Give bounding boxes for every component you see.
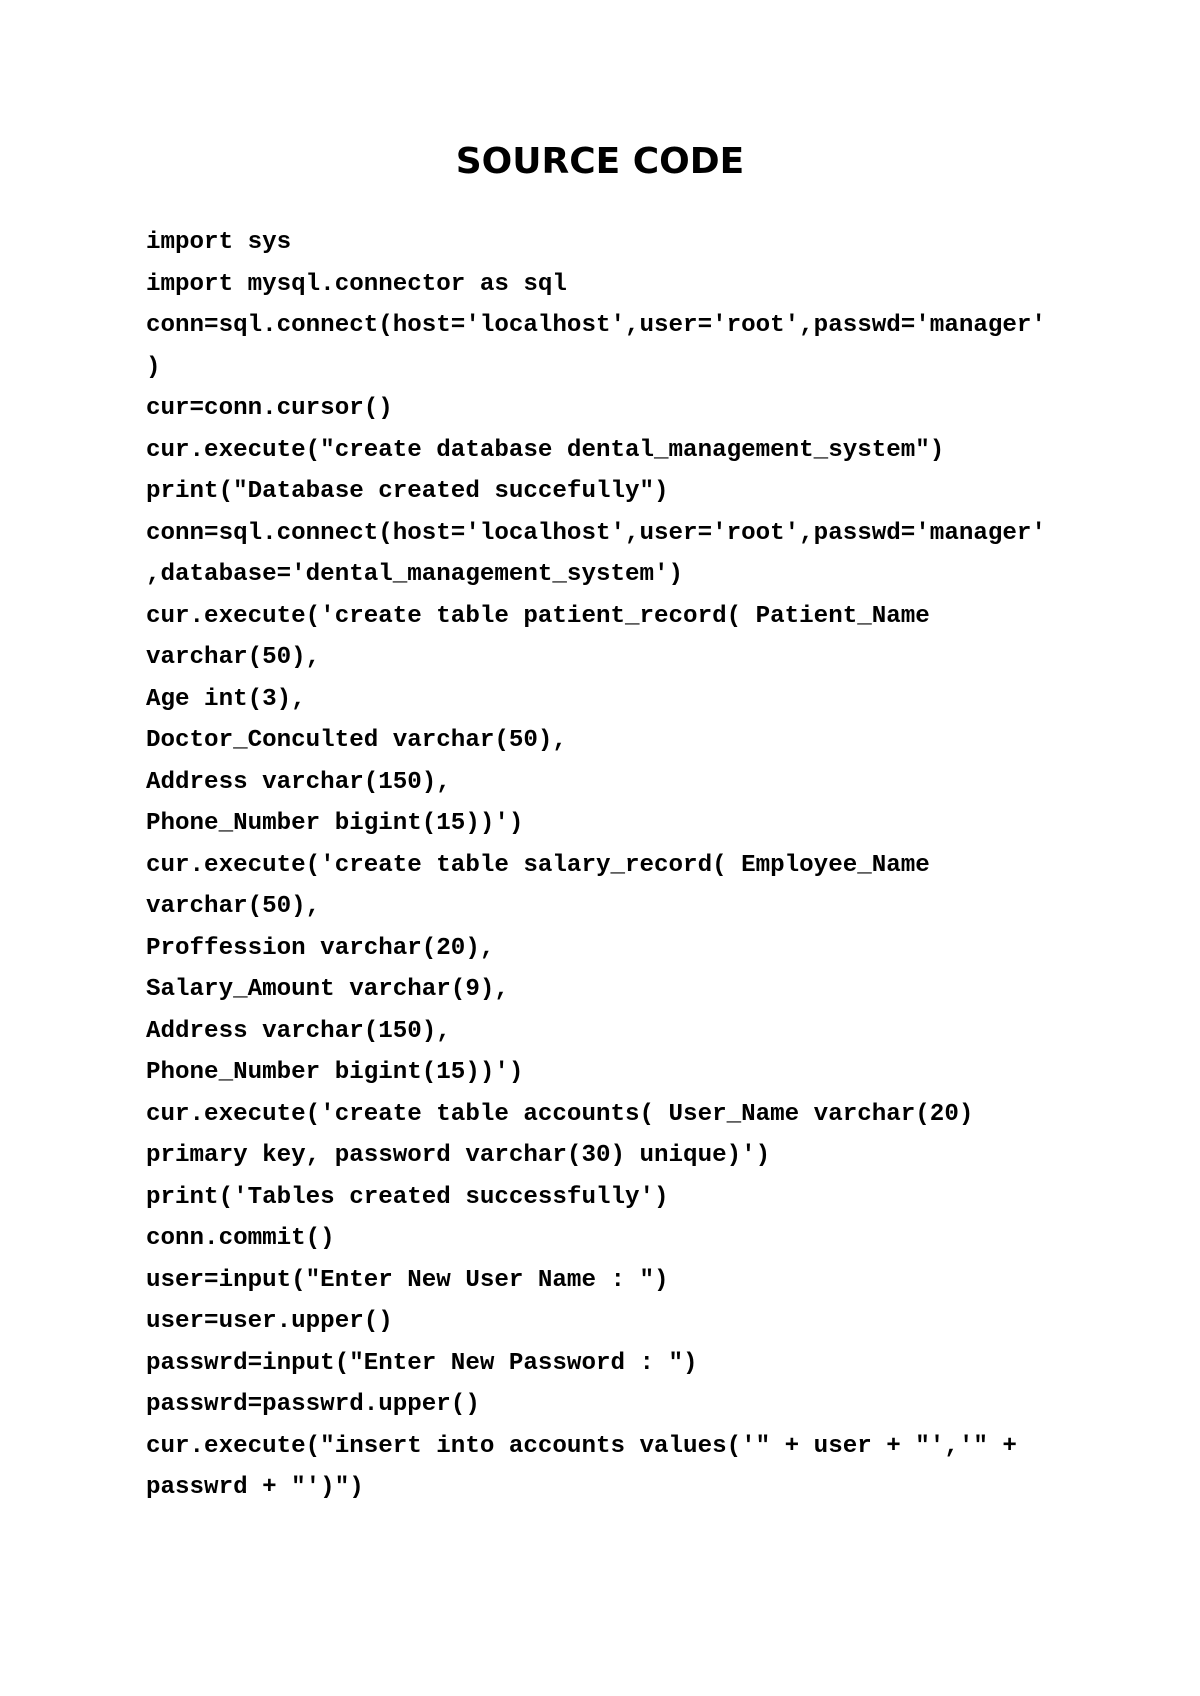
code-line: Phone_Number bigint(15))') [146,810,524,837]
code-line: primary key, password varchar(30) unique)') [146,1142,771,1169]
code-line: cur=conn.cursor() [146,395,393,422]
code-line: Doctor_Conculted varchar(50), [146,727,567,754]
code-line: user=user.upper() [146,1308,393,1335]
code-line: passwrd + "')") [146,1474,364,1501]
code-line: print("Database created succefully") [146,478,669,505]
code-line: cur.execute('create table patient_record( Patient_Name [146,602,930,630]
page-title: SOURCE CODE [455,141,745,182]
code-line: Address varchar(150), [146,768,451,796]
code-line: varchar(50), [146,644,321,671]
code-line: ,database='dental_management_system') [146,561,684,588]
code-line: conn.commit() [146,1225,335,1252]
code-line: conn=sql.connect(host='localhost',user='root',passwd='manager' [146,519,1046,547]
code-line: cur.execute('create table accounts( User_Name varchar(20) [146,1100,974,1128]
code-line: cur.execute("create database dental_management_system") [146,436,945,464]
source-code-block [146,222,1146,1509]
code-line: Salary_Amount varchar(9), [146,976,509,1003]
code-line: passwrd=input("Enter New Password : ") [146,1349,698,1377]
code-line: Phone_Number bigint(15))') [146,1059,524,1086]
code-line: conn=sql.connect(host='localhost',user='root',passwd='manager' [146,312,1046,339]
code-line: print('Tables created successfully') [146,1183,669,1211]
code-line: varchar(50), [146,893,321,920]
code-line: Proffession varchar(20), [146,934,495,962]
code-line: ) [146,353,161,381]
code-line: passwrd=passwrd.upper() [146,1391,480,1418]
code-line: Address varchar(150), [146,1017,451,1045]
code-line: import sys [146,229,292,256]
code-line: Age int(3), [146,685,306,713]
code-line: user=input("Enter New User Name : ") [146,1266,669,1294]
code-line: import mysql.connector as sql [146,270,567,298]
code-line: cur.execute("insert into accounts values('" + user + "','" + [146,1432,1017,1460]
code-line: cur.execute('create table salary_record( Employee_Name [146,851,930,879]
